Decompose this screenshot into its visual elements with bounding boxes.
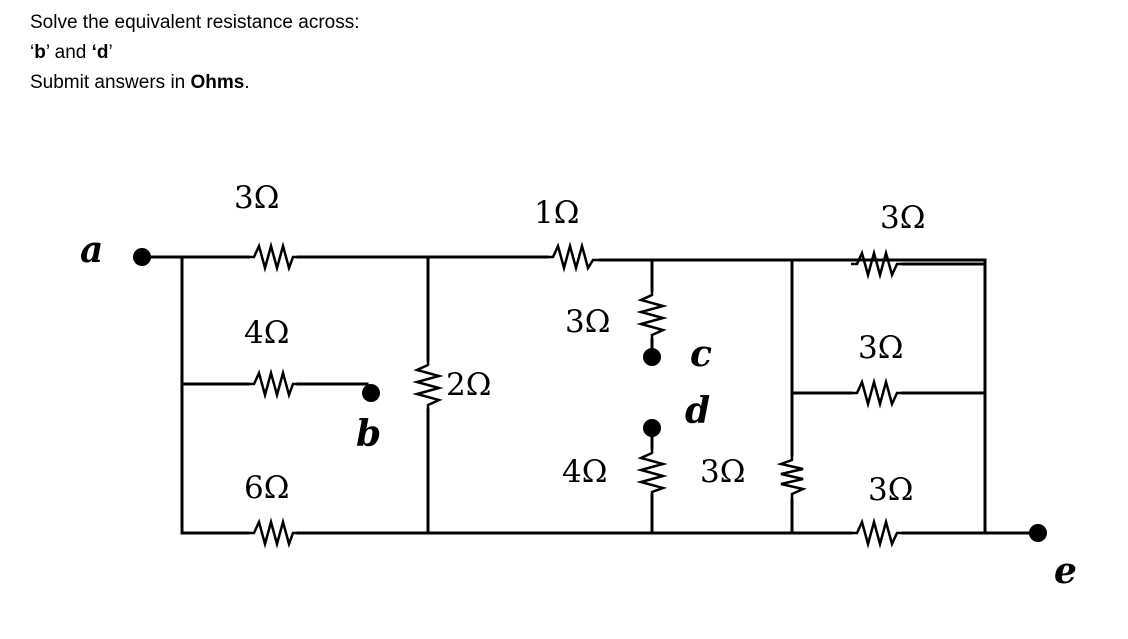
- terminal-d-dot: [643, 419, 661, 437]
- label-right-bot: 3Ω: [868, 472, 914, 508]
- quote-open: ‘: [30, 42, 35, 63]
- label-left-bot: 6Ω: [244, 470, 290, 506]
- resistors: [248, 246, 903, 544]
- label-mid-vert-bot: 4Ω: [562, 454, 608, 490]
- resistor-left-top: [248, 246, 298, 268]
- node-a-label: a: [80, 229, 104, 271]
- and-text: ’ and: [45, 42, 92, 63]
- resistor-mid-top: [547, 246, 600, 268]
- resistor-right-mid: [851, 382, 903, 404]
- node-b-label: b: [356, 413, 382, 455]
- resistor-mid-right-vert: [781, 455, 803, 500]
- label-right-mid: 3Ω: [858, 330, 904, 366]
- label-right-top: 3Ω: [880, 200, 926, 236]
- label-left-mid: 4Ω: [244, 315, 290, 351]
- submit-text: Submit answers in: [30, 72, 191, 93]
- label-mid-vert-top: 3Ω: [565, 304, 611, 340]
- terminal-a-dot: [133, 248, 151, 266]
- resistor-left-bot: [248, 522, 298, 544]
- terminal-b-dot: [362, 384, 380, 402]
- resistor-right-top: [851, 253, 903, 275]
- quote-close: ’: [108, 42, 113, 63]
- label-center-shunt: 2Ω: [446, 367, 492, 403]
- node-d-label: d: [685, 390, 711, 432]
- period-text: .: [244, 72, 250, 93]
- node-c-label: c: [690, 333, 712, 375]
- label-mid-right-vert: 3Ω: [700, 454, 746, 490]
- resistor-right-bot: [851, 522, 903, 544]
- units-text: Ohms: [190, 72, 245, 93]
- resistor-mid-vert-bot: [641, 448, 663, 495]
- question-instruction: Solve the equivalent resistance across:: [30, 12, 360, 33]
- terminal-c-dot: [643, 348, 661, 366]
- resistor-left-mid: [248, 373, 298, 395]
- label-left-top: 3Ω: [234, 180, 280, 216]
- terminal-e-dot: [1029, 524, 1047, 542]
- node-d-ref: ‘d: [91, 42, 109, 63]
- node-b-ref: b: [34, 42, 46, 63]
- resistor-center-shunt: [417, 360, 439, 410]
- label-mid-top: 1Ω: [534, 195, 580, 231]
- node-e-label: e: [1054, 550, 1077, 592]
- resistor-mid-vert-top: [641, 290, 663, 340]
